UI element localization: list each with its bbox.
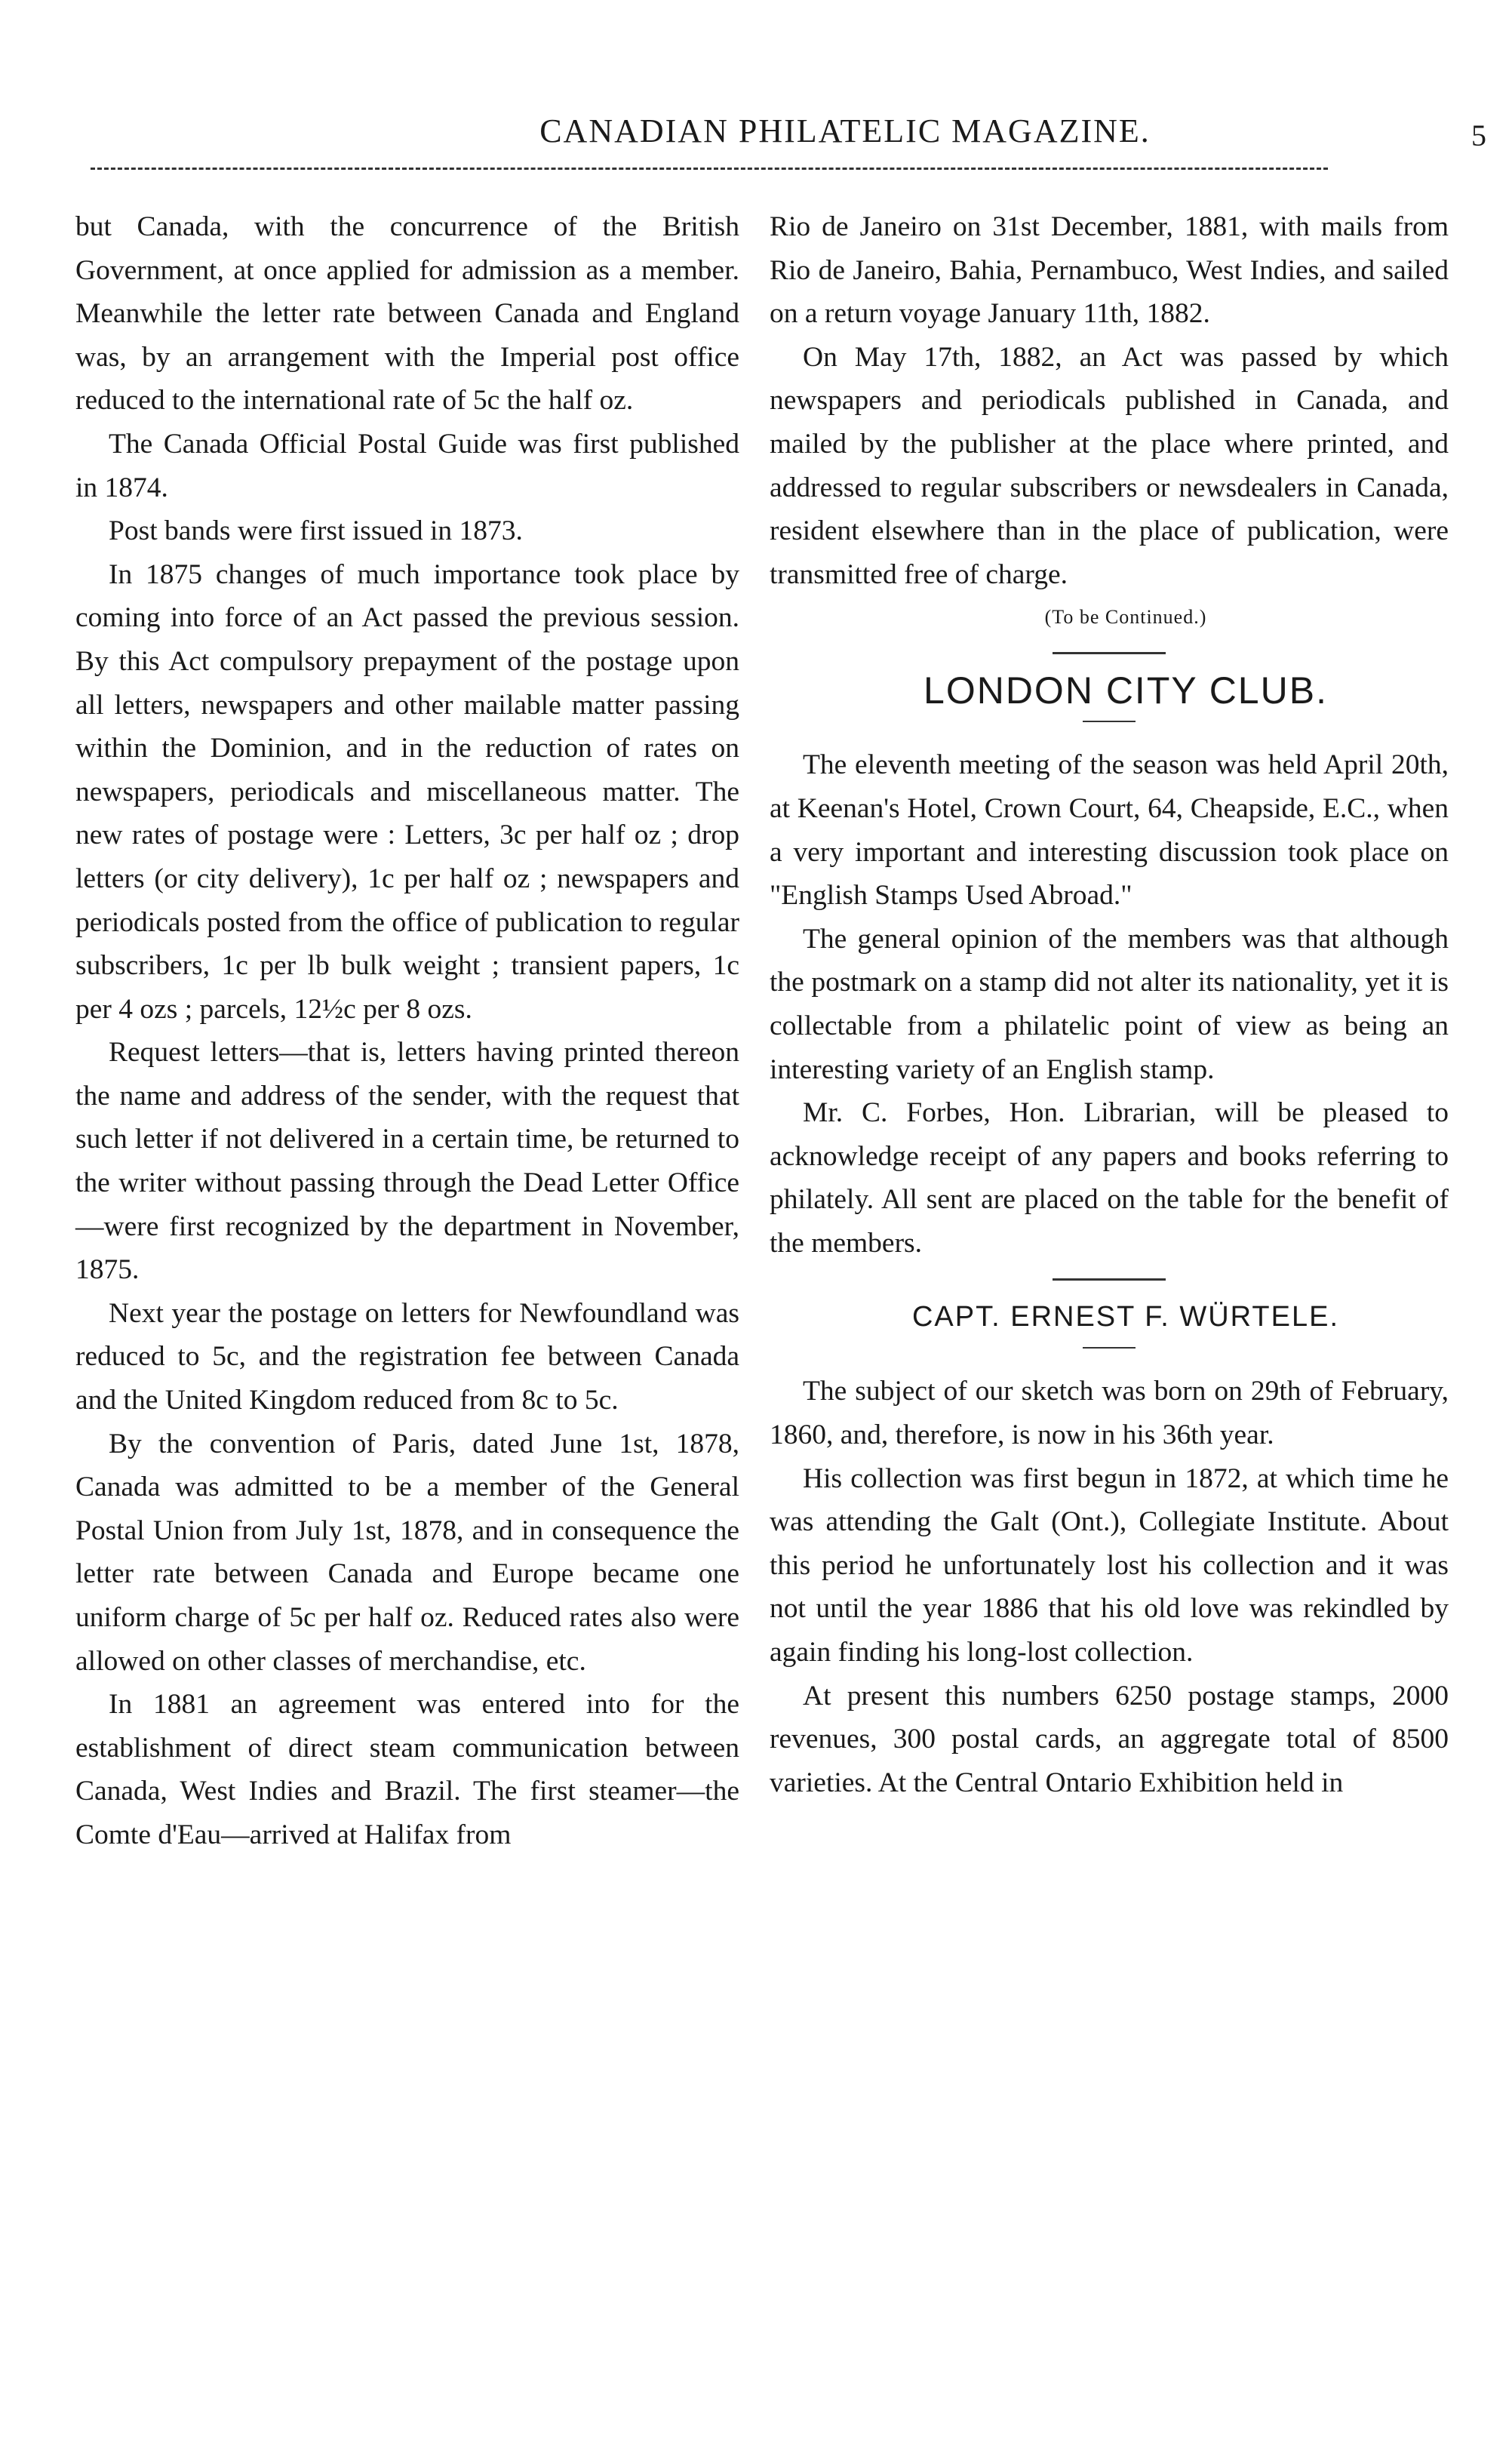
paragraph: The Canada Official Postal Guide was first published in 1874. xyxy=(75,428,739,503)
paragraph: In 1881 an agreement was entered into for the establishment of direct steam communication between Canada, West Indies and Brazil. The first steamer—the Comte d'Eau—arrived at Halifax from xyxy=(75,1689,739,1850)
paragraph: On May 17th, 1882, an Act was passed by which newspapers and periodicals published in Canada, and mailed by the publisher at the place where printed, and addressed to regular subscribers or newsdealers in Canada, resident elsewhere than in the place of publication, were transmitted free of charge. xyxy=(770,341,1449,590)
page-header xyxy=(83,112,1486,165)
magazine-title: CANADIAN PHILATELIC MAGAZINE. xyxy=(539,112,1151,149)
section-divider xyxy=(1053,1278,1166,1281)
paragraph: The eleventh meeting of the season was held April 20th, at Keenan's Hotel, Crown Court, 64, Cheapside, E.C., when a very important and interesting discussion took place on "English Stamps Used Abroad." xyxy=(770,749,1449,912)
paragraph: Request letters—that is, letters having printed thereon the name and address of the sender, with the request that such letter if not delivered in a certain time, be returned to the writer without passing through the Dead Letter Office—were first recognized by the department in November, 1875. xyxy=(75,1037,739,1286)
paragraph: In 1875 changes of much importance took place by coming into force of an Act passed the previous session. By this Act compulsory prepayment of the postage upon all letters, newspapers and other mailable matter passing within the Dominion, and in the reduction of rates on newspapers, periodicals and miscellaneous matter. The new rates of postage were : Letters, 3c per half oz ; drop letters (or city delivery), 1c per half oz ; newspapers and periodicals posted from the office of publication to regular subscribers, 1c per lb bulk weight ; transient papers, 1c per 4 ozs ; parcels, 12½c per 8 ozs. xyxy=(75,558,739,1025)
paragraph: The subject of our sketch was born on 29th of February, 1860, and, therefore, is now in his 36th year. xyxy=(770,1376,1449,1451)
right-column xyxy=(770,205,1449,1804)
paragraph: By the convention of Paris, dated June 1st, 1878, Canada was admitted to be a member of the General Postal Union from July 1st, 1878, and in consequence the letter rate between Canada and Europe became one uniform charge of 5c per half oz. Reduced rates also were allowed on other classes of merchandise, etc. xyxy=(75,1428,739,1677)
paragraph: Post bands were first issued in 1873. xyxy=(109,515,523,547)
heading-underline xyxy=(1083,721,1136,722)
section-heading-london-city-club: LONDON CITY CLUB. xyxy=(923,669,1328,712)
page-number: 5 xyxy=(1471,118,1486,152)
section-divider xyxy=(1053,652,1166,654)
section-heading-wurtele: CAPT. ERNEST F. WÜRTELE. xyxy=(911,1301,1340,1333)
paragraph: Next year the postage on letters for Newfoundland was reduced to 5c, and the registration fee between Canada and the United Kingdom reduced from 8c to 5c. xyxy=(75,1297,739,1416)
heading-underline xyxy=(1083,1347,1136,1349)
paragraph: His collection was first begun in 1872, at which time he was attending the Galt (Ont.), Collegiate Institute. About this period he unfortunately lost his collection and it was not until the year 1886 that his old love was rekindled by again finding his long-lost collection. xyxy=(770,1462,1449,1668)
continued-note: (To be Continued.) xyxy=(1044,606,1207,629)
paragraph: The general opinion of the members was that although the postmark on a stamp did not alter its nationality, yet it is collectable from a philatelic point of view as being an interesting variety of an English stamp. xyxy=(770,923,1449,1085)
header-rule xyxy=(91,168,1328,170)
paragraph: but Canada, with the concurrence of the British Government, at once applied for admission as a member. Meanwhile the letter rate between Canada and England was, by an arrangement with the Imperial post office reduced to the international rate of 5c the half oz. xyxy=(75,211,739,417)
paragraph: Rio de Janeiro on 31st December, 1881, with mails from Rio de Janeiro, Bahia, Pernambuco, West Indies, and sailed on a return voyage January 11th, 1882. xyxy=(770,211,1449,330)
left-column xyxy=(75,205,739,1857)
paragraph: At present this numbers 6250 postage stamps, 2000 revenues, 300 postal cards, an aggregate total of 8500 varieties. At the Central Ontario Exhibition held in xyxy=(770,1680,1449,1798)
paragraph: Mr. C. Forbes, Hon. Librarian, will be pleased to acknowledge receipt of any papers and books referring to philately. All sent are placed on the table for the benefit of the members. xyxy=(770,1097,1449,1259)
